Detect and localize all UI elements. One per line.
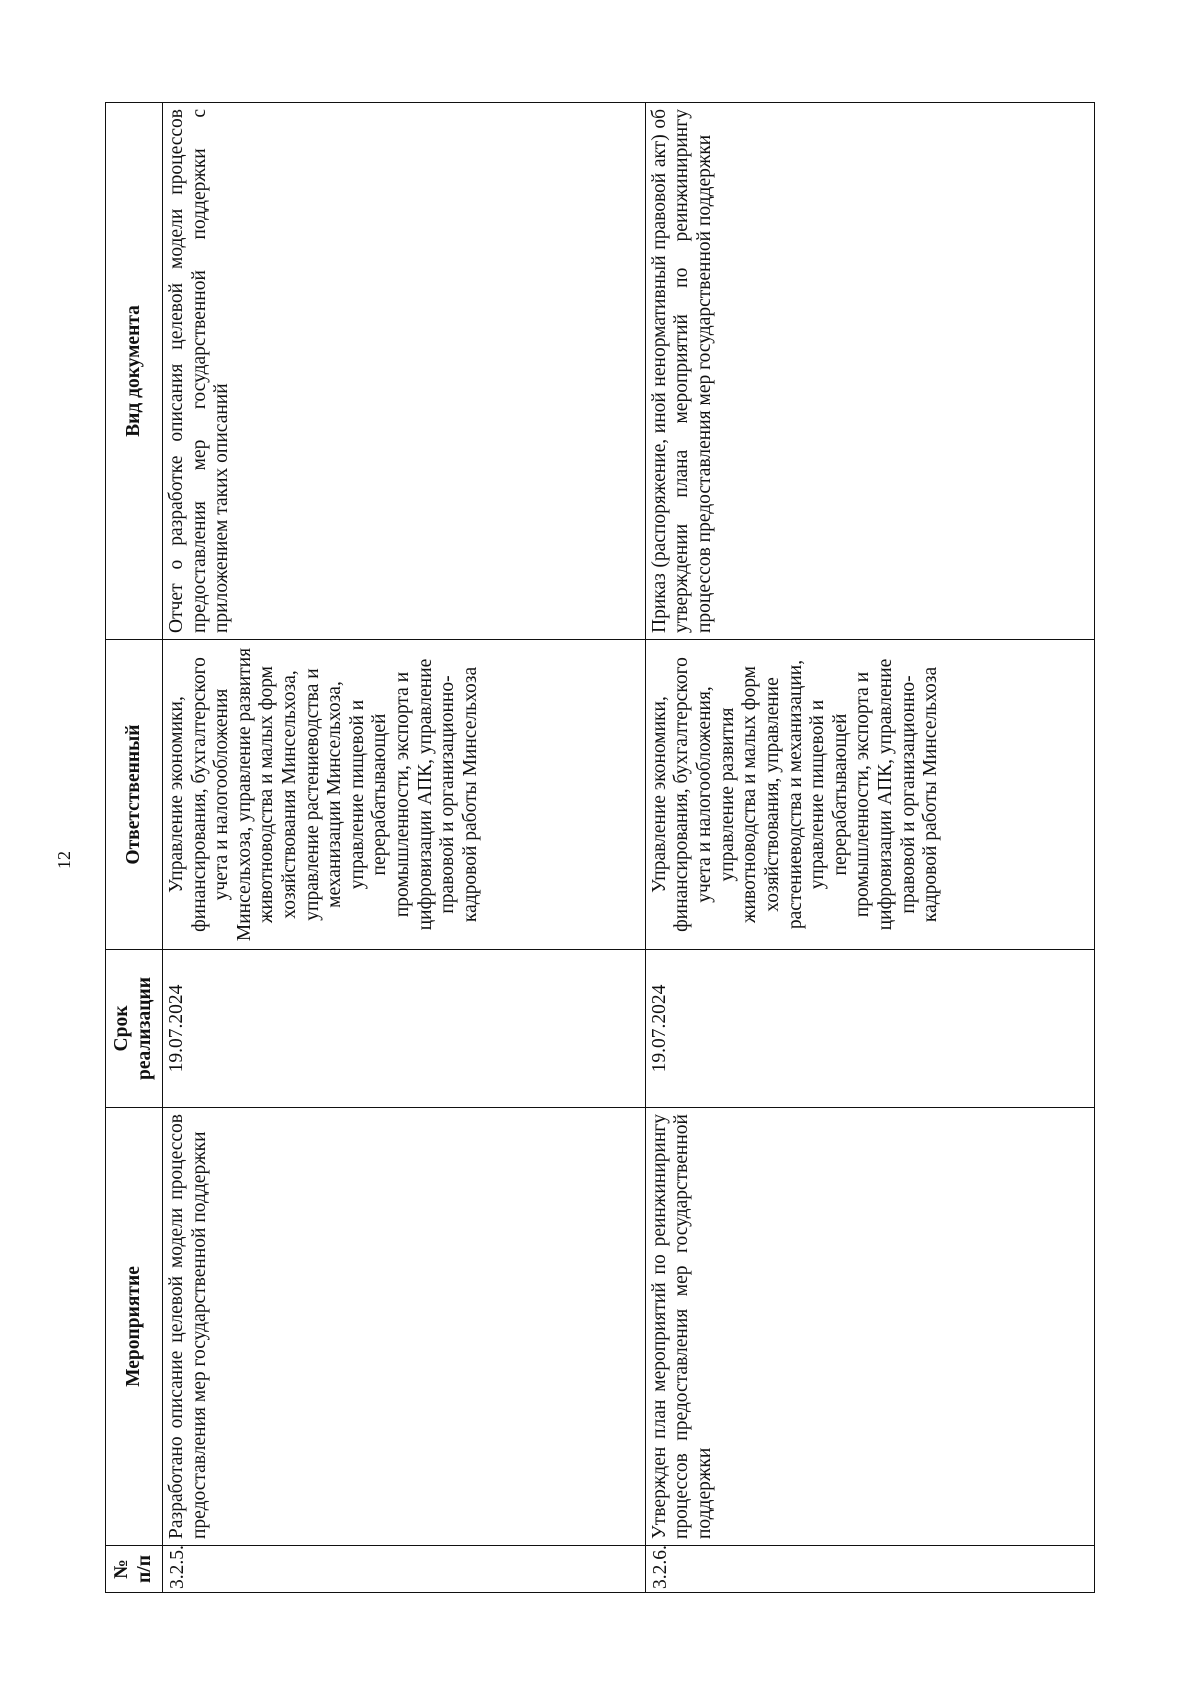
row-document-type: Отчет о разработке описания целевой модели процессов предоставления мер государственной поддержки с приложением таких описаний (163, 103, 646, 640)
rotated-page-content (105, 103, 1095, 1593)
table-row (163, 103, 646, 1593)
header-event: Мероприятие (106, 1108, 163, 1546)
header-deadline: Срок реализации (106, 950, 163, 1108)
row-responsible: Управление экономики, финансирования, бухгалтерского учета и налогообложения Минсельхоза, управление развития животноводства и малых форм хозяйствования Минсельхоза, управление растениеводства и механизации Минсельхоза, управление пищевой и перерабатывающей промышленности, экспорта и цифровизации АПК, управление правовой и организационно-кадровой работы Минсельхоза (163, 640, 646, 950)
table-row (645, 103, 1094, 1593)
measures-table (105, 102, 1095, 1593)
row-event: Утвержден план мероприятий по реинжинирингу процессов предоставления мер государственной поддержки (645, 1108, 1094, 1546)
header-document-type: Вид документа (106, 103, 163, 640)
header-responsible: Ответственный (106, 640, 163, 950)
page-number: 12 (54, 851, 74, 869)
header-number: № п/п (106, 1546, 163, 1593)
row-responsible: Управление экономики, финансирования, бухгалтерского учета и налогообложения, управление развития животноводства и малых форм хозяйствования, управление растениеводства и механизации, управление пищевой и перерабатывающей промышленности, экспорта и цифровизации АПК, управление правовой и организационно-кадровой работы Минсельхоза (645, 640, 1094, 950)
row-number: 3.2.5. (163, 1546, 646, 1593)
row-deadline: 19.07.2024 (163, 950, 646, 1108)
row-event: Разработано описание целевой модели процессов предоставления мер государственной поддержки (163, 1108, 646, 1546)
row-number: 3.2.6. (645, 1546, 1094, 1593)
table-header-row (106, 103, 163, 1593)
row-deadline: 19.07.2024 (645, 950, 1094, 1108)
row-document-type: Приказ (распоряжение, иной ненормативный правовой акт) об утверждении плана мероприятий по реинжинирингу процессов предоставления мер государственной поддержки (645, 103, 1094, 640)
